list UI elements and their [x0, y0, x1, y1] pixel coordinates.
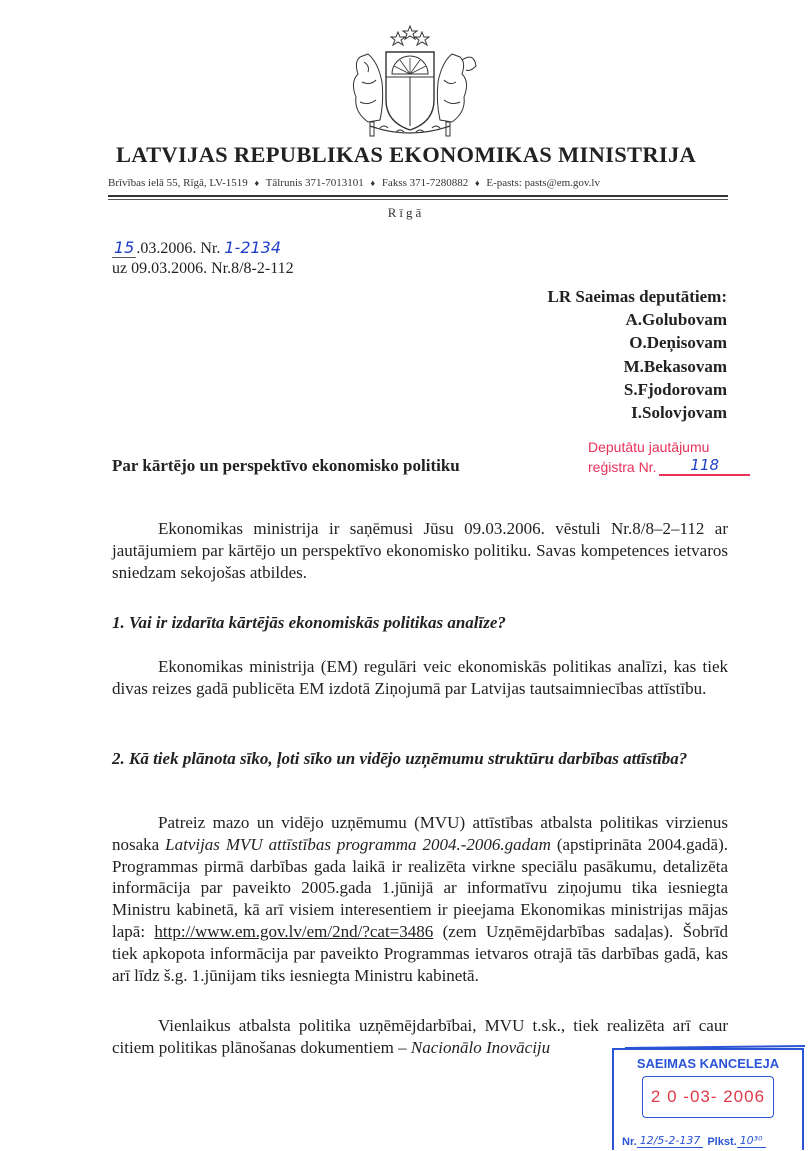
- programme-title: Latvijas MVU attīstības programma 2004.-2006.gadam: [165, 834, 551, 854]
- recipient-name: A.Golubovam: [625, 310, 727, 330]
- receipt-nr-label: Nr.: [622, 1136, 637, 1148]
- recipients-block: [548, 285, 727, 424]
- ministry-website-link[interactable]: http://www.em.gov.lv/em/2nd/?cat=3486: [154, 921, 434, 941]
- letterhead-divider: [108, 195, 728, 197]
- answer-2-text: (zem Uzņēmējdarbības sadaļas). Šobrīd tiek apkopota informācija par paveikto Programmas ietvaros otrajā tās darbības gadā, kas arī līdz š.g. 1.jūnijam tiks iesniegta Ministru kabinetā.: [112, 921, 728, 985]
- register-number-handwritten: 118: [659, 456, 750, 476]
- receipt-stamp-footer: [622, 1134, 766, 1148]
- question-1: 1. Vai ir izdarīta kārtējās ekonomiskās politikas analīze?: [112, 613, 506, 632]
- answer-2-text: Patreiz mazo un vidējo uzņēmumu (MVU) attīstības atbalsta politikas virzienus nosaka: [112, 813, 728, 854]
- handwritten-number: 1-2134: [224, 238, 282, 257]
- innovation-document-title: Nacionālo Inovāciju: [410, 1037, 551, 1057]
- receipt-time-label: Plkst.: [707, 1136, 737, 1148]
- date-rest: .03.2006. Nr.: [136, 240, 221, 257]
- letterhead-divider-thin: [108, 199, 728, 200]
- email: E-pasts: pasts@em.gov.lv: [486, 177, 600, 189]
- address: Brīvības ielā 55, Rīgā, LV-1519: [108, 177, 248, 189]
- receipt-stamp-date: 2 0 -03- 2006: [642, 1076, 774, 1118]
- receipt-time-handwritten: 10³⁰: [737, 1134, 766, 1148]
- phone: Tālrunis 371-7013101: [265, 177, 364, 189]
- contact-line: [108, 177, 728, 189]
- answer-2-text: (apstiprināta 2004.gadā). Programmas pirmā darbības gada laikā ir realizēta virkne speciālu pasākumu, detalizēta informācija par paveikto 2005.gada 1.jūnijā ar informatīvu ziņojumu tika iesniegta Ministru kabinetā, kā arī visiem interesentiem ir pieejama Ekonomikas ministrijas mājas lapā:: [112, 834, 729, 941]
- recipients-heading: LR Saeimas deputātiem:: [547, 287, 727, 306]
- handwritten-day: 15: [114, 238, 135, 257]
- diamond-separator-icon: ♦: [370, 178, 376, 188]
- receipt-stamp: [612, 1048, 804, 1150]
- outgoing-reference: [112, 238, 281, 258]
- register-stamp: [588, 438, 750, 476]
- receipt-nr-handwritten: 12/5-2-137: [637, 1134, 704, 1148]
- receipt-stamp-title: SAEIMAS KANCELEJA: [636, 1056, 780, 1071]
- reply-reference: uz 09.03.2006. Nr.8/8-2-112: [112, 260, 294, 277]
- diamond-separator-icon: ♦: [254, 178, 260, 188]
- recipient-name: M.Bekasovam: [623, 356, 727, 376]
- organization-name: LATVIJAS REPUBLIKAS EKONOMIKAS MINISTRIJA: [115, 142, 697, 167]
- answer-2: [112, 812, 728, 986]
- recipient-name: S.Fjodorovam: [623, 379, 727, 399]
- register-stamp-label: reģistra Nr.: [588, 459, 657, 475]
- city: Rīgā: [387, 205, 425, 220]
- question-2: 2. Kā tiek plānota sīko, ļoti sīko un vidējo uzņēmumu struktūru darbības attīstība?: [112, 749, 688, 768]
- letter-subject: Par kārtējo un perspektīvo ekonomisko politiku: [112, 456, 460, 475]
- recipient-name: I.Solovjovam: [631, 403, 727, 423]
- fax: Fakss 371-7280882: [381, 177, 469, 189]
- intro-paragraph: Ekonomikas ministrija ir saņēmusi Jūsu 09.03.2006. vēstuli Nr.8/8–2–112 ar jautājumiem par kārtējo un perspektīvo ekonomisko politiku. Savas kompetences ietvaros sniedzam sekojošas atbildes.: [112, 519, 728, 582]
- diamond-separator-icon: ♦: [475, 178, 480, 188]
- answer-3-text: Vienlaikus atbalsta politika uzņēmējdarbībai, MVU t.sk., tiek realizēta arī caur citiem politikas plānošanas dokumentiem –: [112, 1016, 728, 1057]
- coat-of-arms-emblem: [340, 22, 480, 140]
- register-stamp-line1: Deputātu jautājumu: [588, 439, 710, 455]
- answer-1: Ekonomikas ministrija (EM) regulāri veic ekonomiskās politikas analīzi, kas tiek divas reizes gadā publicēta EM izdotā Ziņojumā par Latvijas tautsaimniecības attīstību.: [112, 657, 728, 698]
- recipient-name: O.Deņisovam: [629, 333, 727, 353]
